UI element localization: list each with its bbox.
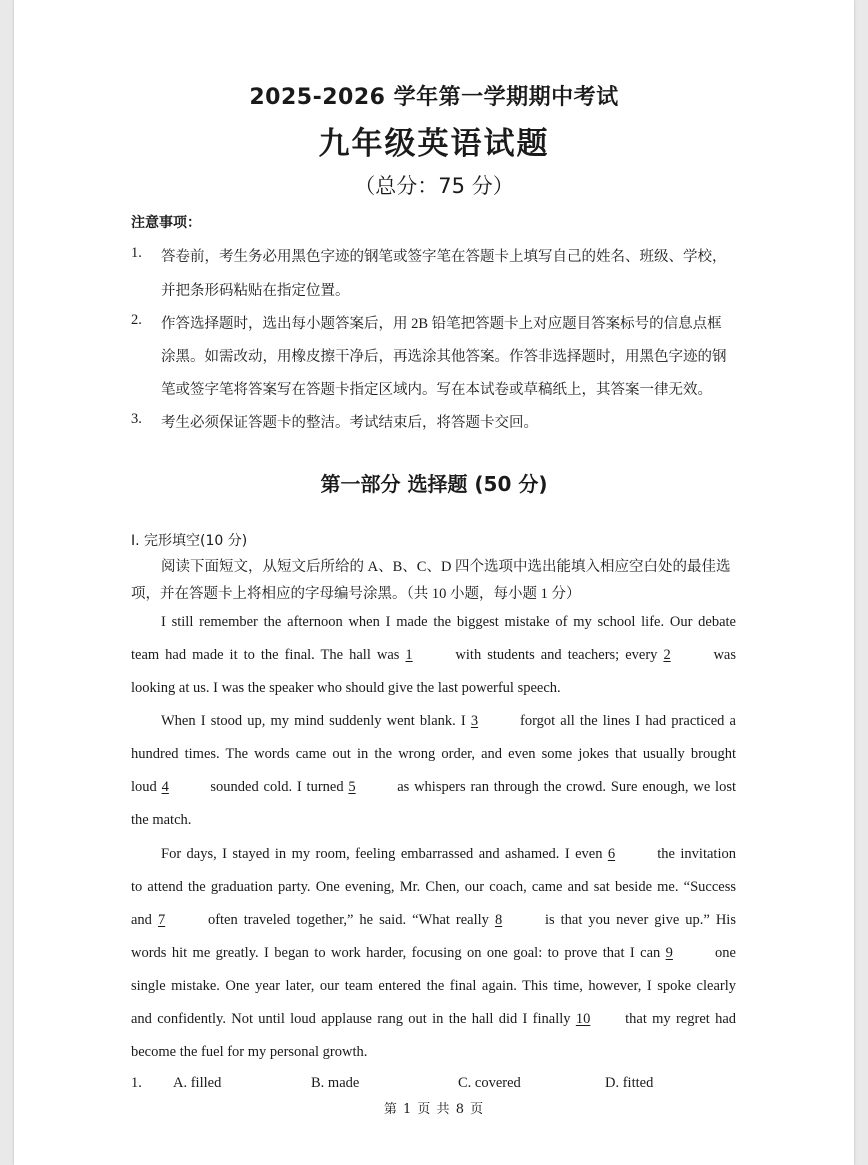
- option-d: D. fitted: [605, 1075, 654, 1091]
- blank-6: 6: [607, 846, 616, 862]
- passage-line: looking at us. I was the speaker who should give the last powerful speech.: [131, 680, 561, 696]
- passage-line: For days, I stayed in my room, feeling embarrassed and ashamed. I even 6 the invitation: [131, 838, 736, 871]
- question-heading: I. 完形填空(10 分): [131, 533, 248, 549]
- exam-title: 2025-2026 学年第一学期期中考试: [249, 85, 619, 110]
- blank-1: 1: [405, 647, 413, 663]
- notice-heading: 注意事项：: [131, 215, 201, 231]
- blank-2: 2: [663, 647, 671, 663]
- notice-item-line: 并把条形码粘贴在指定位置。: [161, 283, 350, 299]
- blank-7: 7: [157, 912, 166, 928]
- notice-item-line: 笔或签字笔将答案写在答题卡指定区域内。写在本试卷或草稿纸上，其答案一律无效。: [161, 382, 712, 398]
- passage-paragraph: [131, 838, 736, 1069]
- passage-line: become the fuel for my personal growth.: [131, 1044, 368, 1060]
- instruction-line: 阅读下面短文，从短文后所给的 A、B、C、D 四个选项中选出能填入相应空白处的最佳选: [161, 559, 731, 575]
- blank-4: 4: [161, 779, 169, 795]
- passage-line: team had made it to the final. The hall was 1 with students and teachers; every 2 was: [131, 639, 736, 672]
- exam-page: [14, 0, 854, 1165]
- section-title: 第一部分 选择题 (50 分): [320, 472, 548, 496]
- subject-title: 九年级英语试题: [318, 126, 550, 162]
- passage-line: I still remember the afternoon when I made the biggest mistake of my school life. Our debate: [161, 614, 736, 630]
- blank-8: 8: [494, 912, 503, 928]
- passage-line: to attend the graduation party. One evening, Mr. Chen, our coach, came and sat beside me. “Success: [131, 879, 736, 895]
- notice-item-number: 2.: [131, 312, 142, 328]
- page-footer: 第 1 页 共 8 页: [383, 1102, 485, 1117]
- notice-item-number: 3.: [131, 411, 142, 427]
- passage-line: hundred times. The words came out in the wrong order, and even some jokes that usually brought: [131, 746, 736, 762]
- instruction-line: 项，并在答题卡上将相应的字母编号涂黑。（共 10 小题，每小题 1 分）: [131, 586, 581, 602]
- notice-item-line: 涂黑。如需改动，用橡皮擦干净后，再选涂其他答案。作答非选择题时，用黑色字迹的钢: [161, 349, 727, 365]
- blank-5: 5: [348, 779, 356, 795]
- passage-paragraph: [131, 705, 736, 837]
- notice-item-line: 答卷前，考生务必用黑色字迹的钢笔或签字笔在答题卡上填写自己的姓名、班级、学校，: [161, 249, 727, 265]
- passage-line: words hit me greatly. I began to work harder, focusing on one goal: to prove that I can 9 one: [131, 937, 736, 970]
- passage-line: the match.: [131, 812, 192, 828]
- notice-item-number: 1.: [131, 245, 142, 261]
- passage-line: and confidently. Not until loud applause rang out in the hall did I finally 10 that my regret had: [131, 1003, 736, 1036]
- passage-paragraph: [131, 606, 736, 705]
- blank-9: 9: [665, 945, 673, 961]
- option-b: B. made: [311, 1075, 360, 1091]
- notice-item-line: 作答选择题时，选出每小题答案后，用 2B 铅笔把答题卡上对应题目答案标号的信息点框: [161, 316, 722, 332]
- passage-line: loud 4 sounded cold. I turned 5 as whispers ran through the crowd. Sure enough, we lost: [131, 771, 736, 804]
- passage-line: and 7 often traveled together,” he said. “What really 8 is that you never give up.” His: [131, 904, 736, 937]
- passage-line: single mistake. One year later, our team entered the final again. This time, however, I spoke clearly: [131, 978, 736, 994]
- option-a: A. filled: [173, 1075, 222, 1091]
- blank-10: 10: [575, 1011, 591, 1027]
- passage-line: When I stood up, my mind suddenly went blank. I 3 forgot all the lines I had practiced a: [131, 705, 736, 738]
- total-score: （总分：75 分）: [354, 174, 514, 198]
- option-question-number: 1.: [131, 1075, 142, 1091]
- option-c: C. covered: [458, 1075, 521, 1091]
- notice-item-line: 考生必须保证答题卡的整洁。考试结束后，将答题卡交回。: [161, 415, 538, 431]
- blank-3: 3: [470, 713, 479, 729]
